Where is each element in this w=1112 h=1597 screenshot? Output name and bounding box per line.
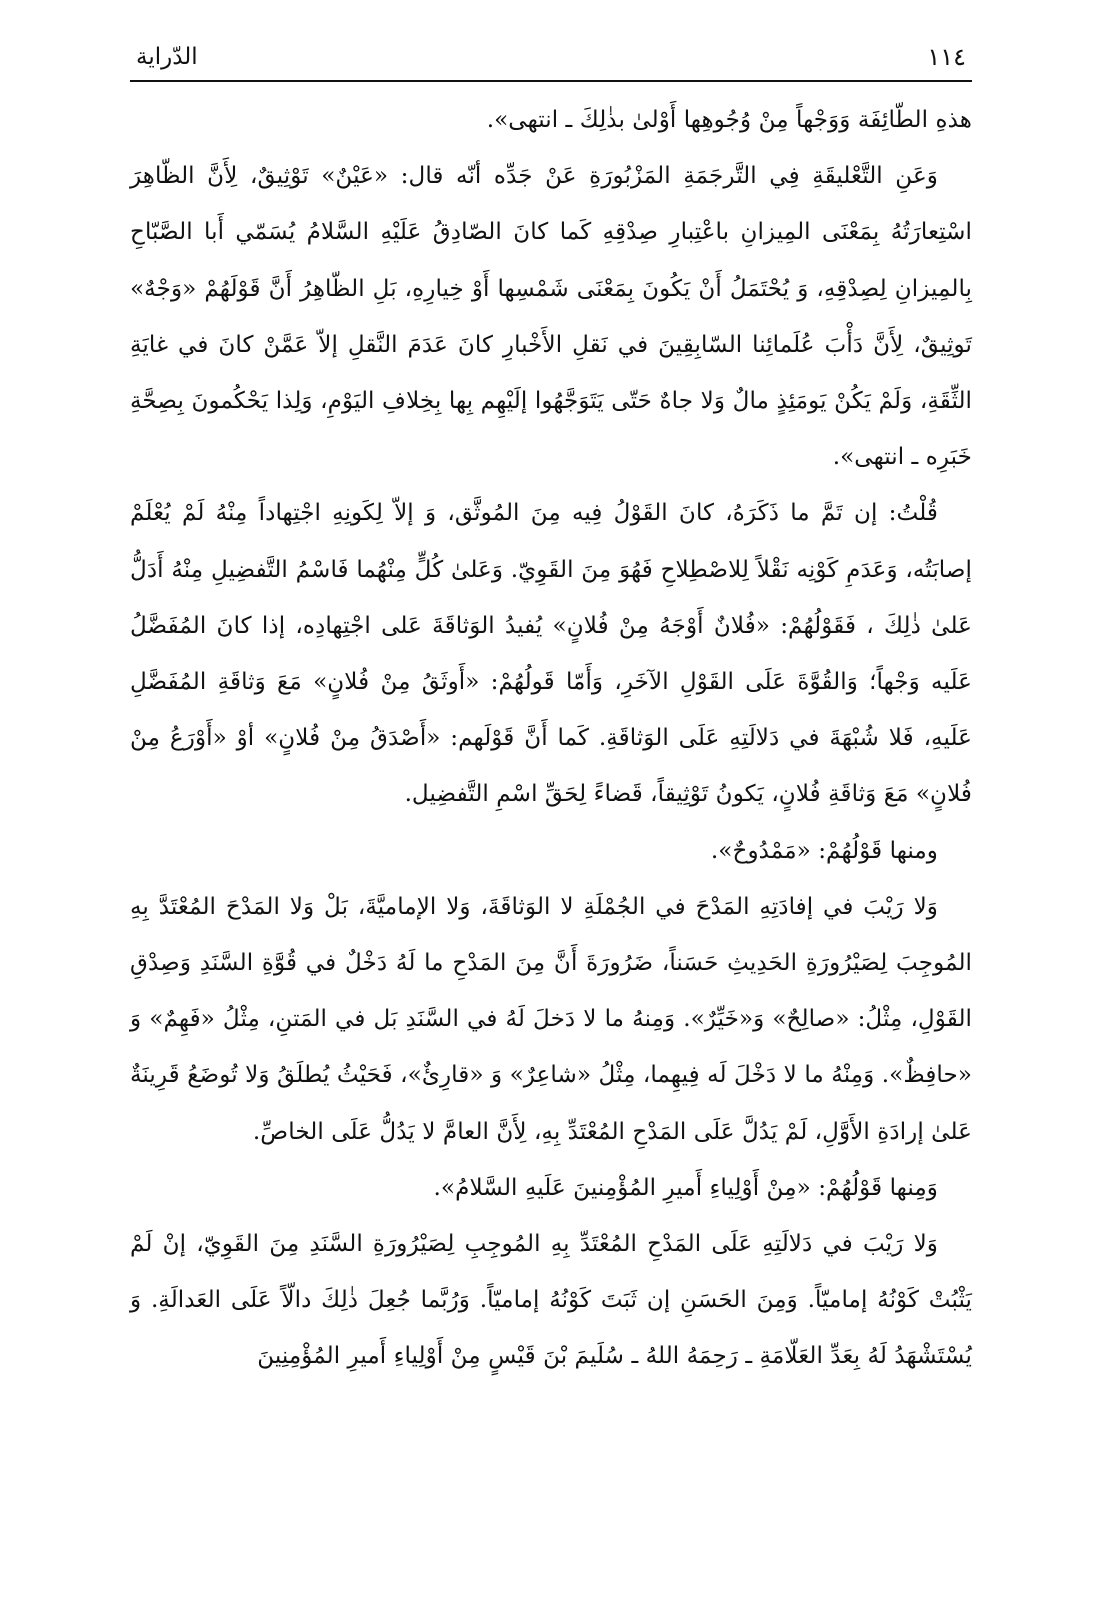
paragraph-awliya: وَلا رَيْبَ في دَلالَتِهِ عَلَى المَدْحِ المُعْتَدِّ بِهِ المُوجِبِ لِصَيْرُورَةِ السَّنَدِ مِنَ القَوِيّ، إنْ لَمْ يَثْبُتْ كَوْنُهُ إماميّاً. وَمِنَ الحَسَنِ إن ثَبَتَ كَوْنُهُ إماميّاً. وَرُبَّما جُعِلَ ذٰلِكَ دالّاً عَلَى العَدالَةِ. وَ يُسْتَشْهَدُ لَهُ بِعَدِّ العَلّامَةِ ـ رَحِمَهُ اللهُ ـ سُلَيمَ بْنَ قَيْسٍ مِنْ أَوْلِياءِ أَميرِ المُؤْمِنِينَ <box>130 1230 972 1370</box>
page-number: ١١٤ <box>927 43 966 71</box>
book-page <box>130 36 972 1385</box>
page-body <box>130 92 972 1385</box>
paragraph-continuation: هذهِ الطّائِفَة وَوَجْهاً مِنْ وُجُوهِها أَوْلىٰ بذٰلِكَ ـ انتهى». <box>486 106 972 133</box>
paragraph-qultu: قُلْتُ: إن تَمَّ ما ذَكَرَهُ، كانَ القَوْلُ فِيه مِنَ المُوثَّق، وَ إلاّ لِكَونِهِ اجْتِهاداً مِنْهُ لَمْ يُعْلَمْ إصابَتُه، وَعَدَمِ كَوْنِه نَقْلاً لِلاصْطِلاحِ فَهُوَ مِنَ القَوِيّ. وَعَلىٰ كُلٍّ مِنْهُما فَاسْمُ التَّفضِيلِ مِنْهُ أَدَلُّ عَلىٰ ذٰلِكَ ، فَقَوْلُهُمْ: «فُلانٌ أَوْجَهُ مِنْ فُلانٍ» يُفيدُ الوَثاقَةَ عَلى اجْتِهادِه، إذا كانَ المُفَضَّلُ عَلَيه وَجْهاً؛ وَالقُوَّةَ عَلَى القَوْلِ الآخَرِ، وَأَمّا قَولُهُمْ: «أَوثَقُ مِنْ فُلانٍ» مَعَ وَثاقَةِ المُفَضَّلِ عَلَيهِ، فَلا شُبْهَةَ في دَلالَتِهِ عَلَى الوَثاقَةِ. كَما أَنَّ قَوْلَهم: «أَصْدَقُ مِنْ فُلانٍ» أوْ «أَوْرَعُ مِنْ فُلانٍ» مَعَ وَثاقَةِ فُلانٍ، يَكونُ تَوْثِيقاً، قَضاءً لِحَقِّ اسْمِ التَّفضِيل. <box>130 499 972 808</box>
paragraph-tawthiq: وَعَنِ التَّعْليقَةِ فِي التَّرجَمَةِ المَزْبُورَةِ عَنْ جَدِّه أنّه قال: «عَيْنٌ» تَوْثِيقٌ، لِأَنَّ الظّاهِرَ اسْتِعارَتُهُ بِمَعْنَى المِيزانِ باعْتِبارِ صِدْقِهِ كَما كانَ الصّادِقُ عَلَيْهِ السَّلامُ يُسَمّي أَبا الصَّبّاحِ بِالمِيزانِ لِصِدْقِهِ، وَ يُحْتَمَلُ أَنْ يَكُونَ بِمَعْنَى شَمْسِها أَوْ خِيارِهِ، بَلِ الظّاهِرُ أَنَّ قَوْلَهُمْ «وَجْهٌ» تَوثِيقٌ، لِأَنَّ دَأْبَ عُلَمائِنا السّابِقِينَ في نَقلِ الأَخْبارِ كانَ عَدَمَ النَّقلِ إلاّ عَمَّنْ كانَ في غايَةِ الثِّقَةِ، وَلَمْ يَكُنْ يَومَئِذٍ مالٌ وَلا جاهٌ حَتّى يَتَوَجَّهُوا إلَيْهِم بِها بِخِلافِ اليَوْمِ، وَلِذا يَحْكُمونَ بِصِحَّةِ خَبَرِه ـ انتهى». <box>130 162 972 471</box>
section-heading-mamduh: ومنها قَوْلُهُمْ: «مَمْدُوحٌ». <box>710 836 938 864</box>
section-heading-awliya: وَمِنها قَوْلُهُمْ: «مِنْ أَوْلِياءِ أَميرِ المُؤْمِنينَ عَلَيهِ السَّلامُ». <box>433 1173 938 1201</box>
running-title: الدّراية <box>136 44 198 70</box>
paragraph-mamduh: وَلا رَيْبَ في إفادَتِهِ المَدْحَ في الجُمْلَةِ لا الوَثاقَةَ، وَلا الإماميَّةَ، بَلْ وَلا المَدْحَ المُعْتَدَّ بِهِ المُوجِبَ لِصَيْرُورَةِ الحَدِيثِ حَسَناً، ضَرُورَةَ أَنَّ مِنَ المَدْحِ ما لَهُ دَخْلٌ في قُوَّةِ السَّنَدِ وَصِدْقِ القَوْلِ، مِثْلُ: «صالِحٌ» وَ«خَيِّرٌ». وَمِنهُ ما لا دَخلَ لَهُ في السَّنَدِ بَل في المَتنِ، مِثْلُ «فَهِمٌ» وَ «حافِظٌ». وَمِنْهُ ما لا دَخْلَ لَه فِيهِما، مِثْلُ «شاعِرٌ» وَ «قارِئٌ»، فَحَيْثُ يُطلَقُ وَلا تُوضَعُ قَرِينَةٌ عَلىٰ إرادَةِ الأَوَّلِ، لَمْ يَدُلَّ عَلَى المَدْحِ المُعْتَدِّ بِهِ، لِأَنَّ العامَّ لا يَدُلُّ عَلَى الخاصِّ. <box>130 892 972 1145</box>
page-header <box>130 36 972 82</box>
